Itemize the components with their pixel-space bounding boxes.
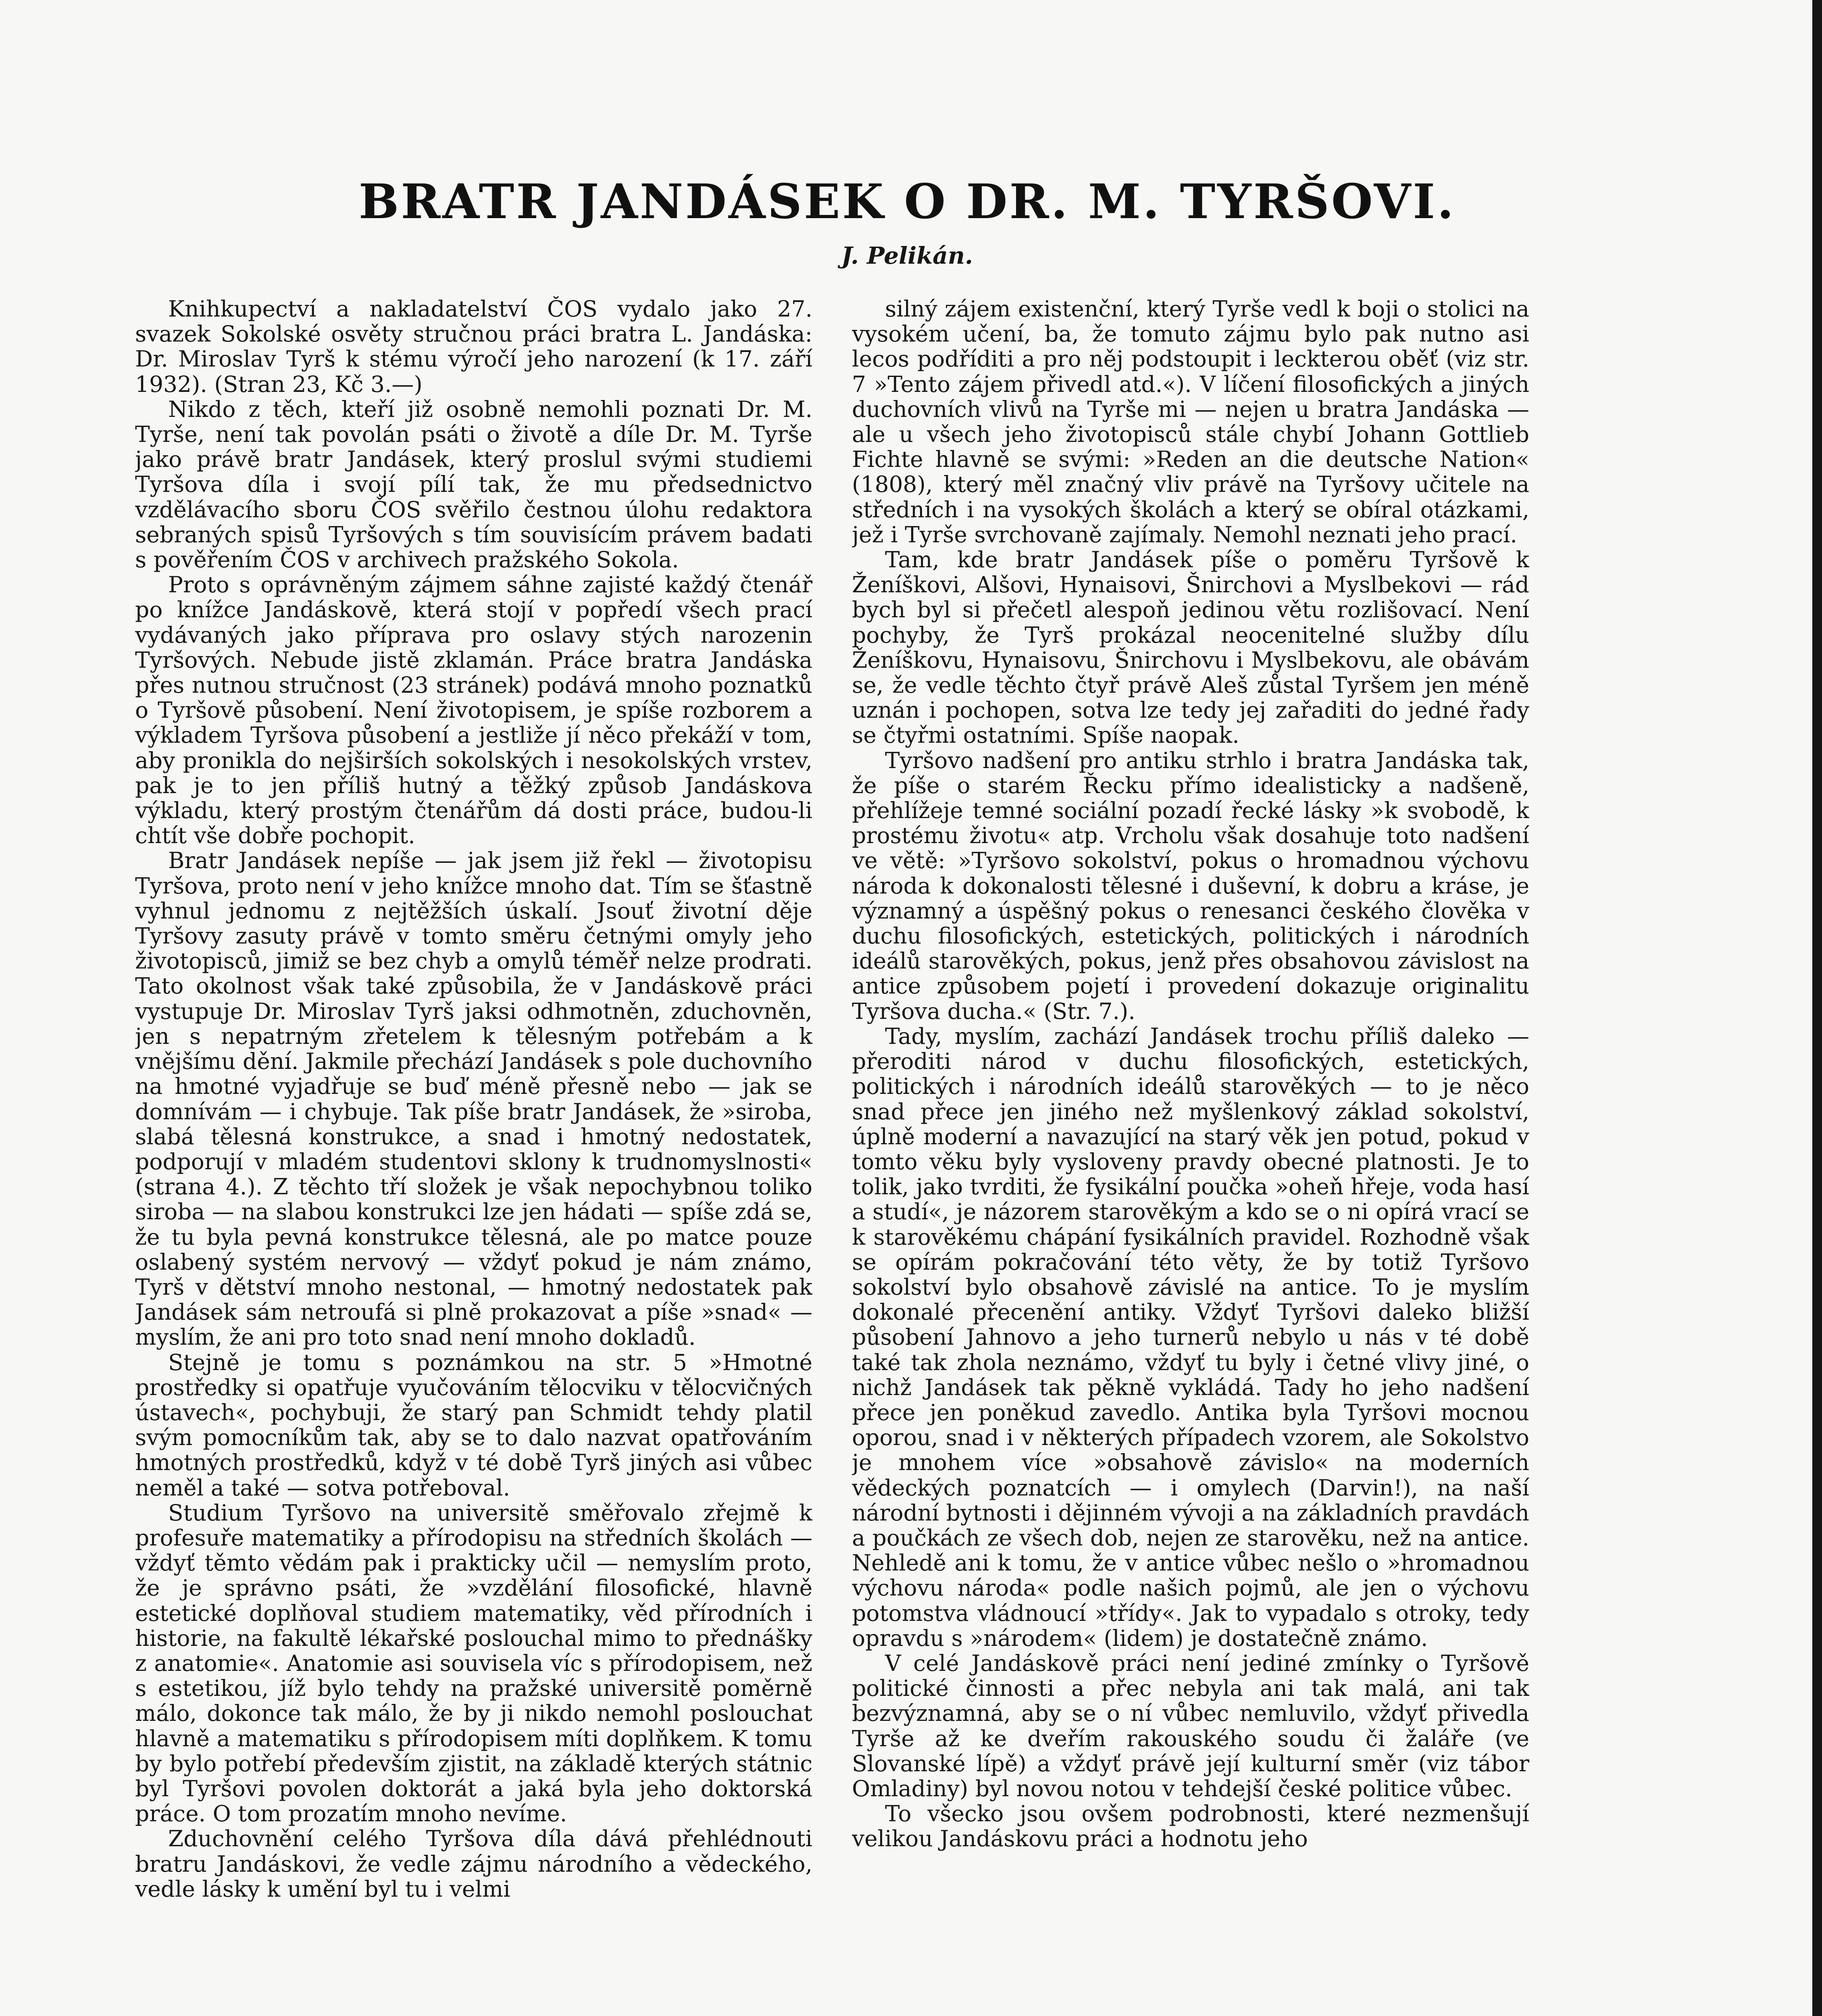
paragraph: Knihkupectví a nakladatelství ČOS vydalo jako 27. svazek Sokolské osvěty stručnou práci bratra L. Jandáska: Dr. Miroslav Tyrš k stému výročí jeho narození (k 17. září 1932). (Stran 23, Kč 3.—) bbox=[135, 296, 812, 397]
paragraph: Bratr Jandásek nepíše — jak jsem již řekl — životopisu Tyršova, proto není v jeho knížce mnoho dat. Tím se šťastně vyhnul jednomu z nejtěžších úskalí. Jsouť životní děje Tyršovy zasuty právě v tomto směru četnými omyly jeho životopisců, jimiž se bez chyb a omylů téměř nelze prodrati. Tato okolnost však také způsobila, že v Jandáskově práci vystupuje Dr. Miroslav Tyrš jaksi odhmotněn, zduchovněn, jen s nepatrným zřetelem k tělesným potřebám a k vnějšímu dění. Jakmile přechází Jandásek s pole duchovního na hmotné vyjadřuje se buď méně přesně nebo — jak se domnívám — i chybuje. Tak píše bratr Jandásek, že »siroba, slabá tělesná konstrukce, a snad i hmotný nedostatek, podporují v mladém studentovi sklony k trudnomyslnosti« (strana 4.). Z těchto tří složek je však nepochybnou toliko siroba — na slabou konstrukci lze jen hádati — spíše zdá se, že tu byla pevná konstrukce tělesná, ale po matce pouze oslabený systém nervový — vždyť pokud je nám známo, Tyrš v dětství mnoho nestonal, — hmotný nedostatek pak Jandásek sám netroufá si plně prokazovat a píše »snad« — myslím, že ani pro toto snad není mnoho dokladů. bbox=[135, 848, 812, 1350]
paragraph: Zduchovnění celého Tyršova díla dává přehlédnouti bratru Jandáskovi, že vedle zájmu národního a vědeckého, vedle lásky k umění byl tu i velmi bbox=[135, 1826, 812, 1902]
paragraph: Tam, kde bratr Jandásek píše o poměru Tyršově k Ženíškovi, Alšovi, Hynaisovi, Šnirchovi a Myslbekovi — rád bych byl si přečetl alespoň jedinou větu rozlišovací. Není pochyby, že Tyrš prokázal neocenitelné služby dílu Ženíškovu, Hynaisovu, Šnirchovu i Myslbekovu, ale obávám se, že vedle těchto čtyř právě Aleš zůstal Tyršem jen méně uznán i pochopen, sotva lze tedy jej zařaditi do jedné řady se čtyřmi ostatními. Spíše naopak. bbox=[852, 547, 1529, 748]
paragraph: V celé Jandáskově práci není jediné zmínky o Tyršově politické činnosti a přec nebyla ani tak malá, ani tak bezvýznamná, aby se o ní vůbec nemluvilo, vždyť přivedla Tyrše až ke dveřím rakouského soudu či žaláře (ve Slovanské lípě) a vždyť právě její kulturní směr (viz tábor Omladiny) byl novou notou v tehdejší české politice vůbec. bbox=[852, 1650, 1529, 1801]
article-author: J. Pelikán. bbox=[841, 242, 973, 269]
paragraph: silný zájem existenční, který Tyrše vedl k boji o stolici na vysokém učení, ba, že tomuto zájmu bylo pak nutno asi lecos podříditi a pro něj podstoupit i leckterou oběť (viz str. 7 »Tento zájem přivedl atd.«). V líčení filosofických a jiných duchovních vlivů na Tyrše mi — nejen u bratra Jandáska — ale u všech jeho životopisců stále chybí Johann Gottlieb Fichte hlavně se svými: »Reden an die deutsche Nation« (1808), který měl značný vliv právě na Tyršovy učitele na středních i na vysokých školách a který se obíral otázkami, jež i Tyrše svrchovaně zajímaly. Nemohl neznati jeho prací. bbox=[852, 296, 1529, 548]
paragraph: Tady, myslím, zachází Jandásek trochu příliš daleko — přeroditi národ v duchu filosofických, estetických, politických i národních ideálů starověkých — to je něco snad přece jen jiného než myšlenkový základ sokolství, úplně moderní a navazující na starý věk jen potud, pokud v tomto věku byly vysloveny pravdy obecné platnosti. Je to tolik, jako tvrditi, že fysikální poučka »oheň hřeje, voda hasí a studí«, je názorem starověkým a kdo se o ni opírá vrací se k starověkému chápání fysikálních pravidel. Rozhodně však se opírám pokračování této věty, že by totiž Tyršovo sokolství bylo obsahově závislé na antice. To je myslím dokonalé přecenění antiky. Vždyť Tyršovi daleko bližší působení Jahnovo a jeho turnerů nebylo u nás v té době také tak zhola neznámo, vždyť tu byly i četné vlivy jiné, o nichž Jandásek tak pěkně vykládá. Tady ho jeho nadšení přece jen poněkud zavedlo. Antika byla Tyršovi mocnou oporou, snad i v některých případech vzorem, ale Sokolstvo je mnohem více »obsahově závislo« na moderních vědeckých poznatcích — i omylech (Darvin!), na naší národní bytnosti i dějinném vývoji a na základních pravdách a poučkách ze všech dob, nejen ze starověku, než na antice. Nehledě ani k tomu, že v antice vůbec nešlo o »hromadnou výchovu národa« podle našich pojmů, ale jen o výchovu potomstva vládnoucí »třídy«. Jak to vypadalo s otroky, tedy opravdu s »národem« (lidem) je dostatečně známo. bbox=[852, 1023, 1529, 1651]
paragraph: Tyršovo nadšení pro antiku strhlo i bratra Jandáska tak, že píše o starém Řecku přímo idealisticky a nadšeně, přehlížeje temné sociální pozadí řecké lásky »k svobodě, k prostému životu« atp. Vrcholu však dosahuje toto nadšení ve větě: »Tyršovo sokolství, pokus o hromadnou výchovu národa k dokonalosti tělesné i duševní, k dobru a kráse, je významný a úspěšný pokus o renesanci českého člověka v duchu filosofických, estetických, politických i národních ideálů starověkých, pokus, jenž přes obsahovou závislost na antice způsobem pojetí i provedení dokazuje originalitu Tyršova ducha.« (Str. 7.). bbox=[852, 747, 1529, 1024]
article-title: BRATR JANDÁSEK O DR. M. TYRŠOVI. bbox=[358, 173, 1456, 229]
text-column-right bbox=[852, 296, 1529, 2006]
paragraph: Nikdo z těch, kteří již osobně nemohli poznati Dr. M. Tyrše, není tak povolán psáti o životě a díle Dr. M. Tyrše jako právě bratr Jandásek, který proslul svými studiemi Tyršova díla i svojí pílí tak, že mu předsednictvo vzdělávacího sboru ČOS svěřilo čestnou úlohu redaktora sebraných spisů Tyršových s tím souvisícím právem badati s pověřením ČOS v archivech pražského Sokola. bbox=[135, 396, 812, 573]
text-column-left bbox=[135, 296, 812, 2006]
paragraph: Stejně je tomu s poznámkou na str. 5 »Hmotné prostředky si opatřuje vyučováním tělocviku v tělocvičných ústavech«, pochybuji, že starý pan Schmidt tehdy platil svým pomocníkům tak, aby se to dalo nazvat opatřováním hmotných prostředků, když v té době Tyrš jiných asi vůbec neměl a také — sotva potřeboval. bbox=[135, 1349, 812, 1501]
paragraph: Proto s oprávněným zájmem sáhne zajisté každý čtenář po knížce Jandáskově, která stojí v popředí všech prací vydávaných jako příprava pro oslavy stých narozenin Tyršových. Nebude jistě zklamán. Práce bratra Jandáska přes nutnou stručnost (23 stránek) podává mnoho poznatků o Tyršově působení. Není životopisem, je spíše rozborem a výkladem Tyršova působení a jestliže jí něco překáží v tom, aby pronikla do nejširších sokolských i nesokolských vrstev, pak je to jen příliš hutný a těžký způsob Jandáskova výkladu, který prostým čtenářům dá dosti práce, budou-li chtít vše dobře pochopit. bbox=[135, 572, 812, 849]
scan-edge-right bbox=[1812, 0, 1822, 2016]
paragraph: Studium Tyršovo na universitě směřovalo zřejmě k profesuře matematiky a přírodopisu na středních školách — vždyť těmto vědám pak i prakticky učil — nemyslím proto, že je správno psáti, že »vzdělání filosofické, hlavně estetické doplňoval studiem matematiky, věd přírodních i historie, na fakultě lékařské poslouchal mimo to přednášky z anatomie«. Anatomie asi souvisela víc s přírodopisem, než s estetikou, jíž bylo tehdy na pražské universitě poměrně málo, dokonce tak málo, že by ji nikdo nemohl poslouchat hlavně a matematiku s přírodopisem míti doplňkem. K tomu by bylo potřebí především zjistit, na základě kterých státnic byl Tyršovi povolen doktorát a jaká byla jeho doktorská práce. O tom prozatím mnoho nevíme. bbox=[135, 1500, 812, 1827]
paragraph: To všecko jsou ovšem podrobnosti, které nezmenšují velikou Jandáskovu práci a hodnotu jeho bbox=[852, 1801, 1529, 1852]
